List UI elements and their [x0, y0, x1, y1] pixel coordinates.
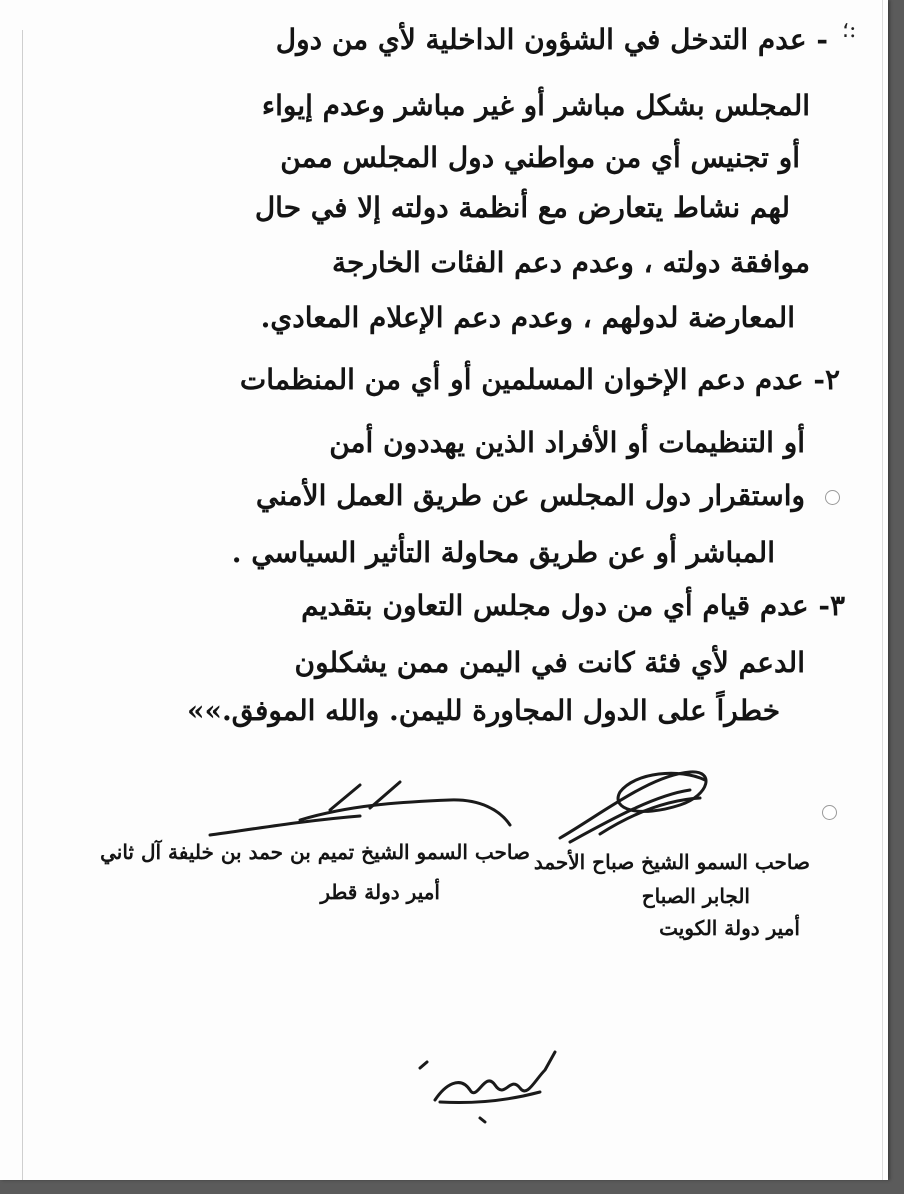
- text-line: موافقة دولته ، وعدم دعم الفئات الخارجة: [332, 246, 810, 279]
- text-line: - عدم التدخل في الشؤون الداخلية لأي من دول: [275, 23, 828, 56]
- text-line: أو تجنيس أي من مواطني دول المجلس ممن: [280, 141, 800, 174]
- signature-kuwait-title: صاحب السمو الشيخ صباح الأحمد: [533, 850, 810, 874]
- corner-mark: ؛:: [842, 18, 857, 43]
- text-line: واستقرار دول المجلس عن طريق العمل الأمني: [255, 479, 805, 512]
- text-line: الدعم لأي فئة كانت في اليمن ممن يشكلون: [294, 646, 805, 679]
- signature-kuwait-country: أمير دولة الكويت: [659, 916, 800, 940]
- punch-hole: [822, 805, 837, 820]
- signature-qatar-country: أمير دولة قطر: [320, 880, 440, 904]
- bottom-signature-mark: [415, 1030, 565, 1130]
- punch-hole: [825, 490, 840, 505]
- signature-kuwait-scribble: [540, 760, 720, 850]
- page-border-right: [882, 0, 883, 1180]
- text-line: المعارضة لدولهم ، وعدم دعم الإعلام المعادي.: [260, 301, 795, 334]
- signature-qatar: [40, 838, 530, 906]
- page-border-left: [22, 30, 23, 1180]
- text-line: ٣- عدم قيام أي من دول مجلس التعاون بتقديم: [301, 589, 845, 622]
- text-line: أو التنظيمات أو الأفراد الذين يهددون أمن: [329, 426, 805, 459]
- signature-kuwait: [520, 848, 810, 942]
- text-line: ٢- عدم دعم الإخوان المسلمين أو أي من المنظمات: [239, 363, 840, 396]
- signature-kuwait-name: الجابر الصباح: [641, 884, 750, 908]
- text-line: المجلس بشكل مباشر أو غير مباشر وعدم إيواء: [261, 89, 810, 122]
- signature-qatar-title: صاحب السمو الشيخ تميم بن حمد بن خليفة آل ثاني: [100, 840, 530, 864]
- text-line: خطراً على الدول المجاورة لليمن. والله الموفق.»»: [186, 694, 780, 727]
- text-line: لهم نشاط يتعارض مع أنظمة دولته إلا في حال: [254, 191, 790, 224]
- text-line: المباشر أو عن طريق محاولة التأثير السياسي .: [231, 536, 775, 569]
